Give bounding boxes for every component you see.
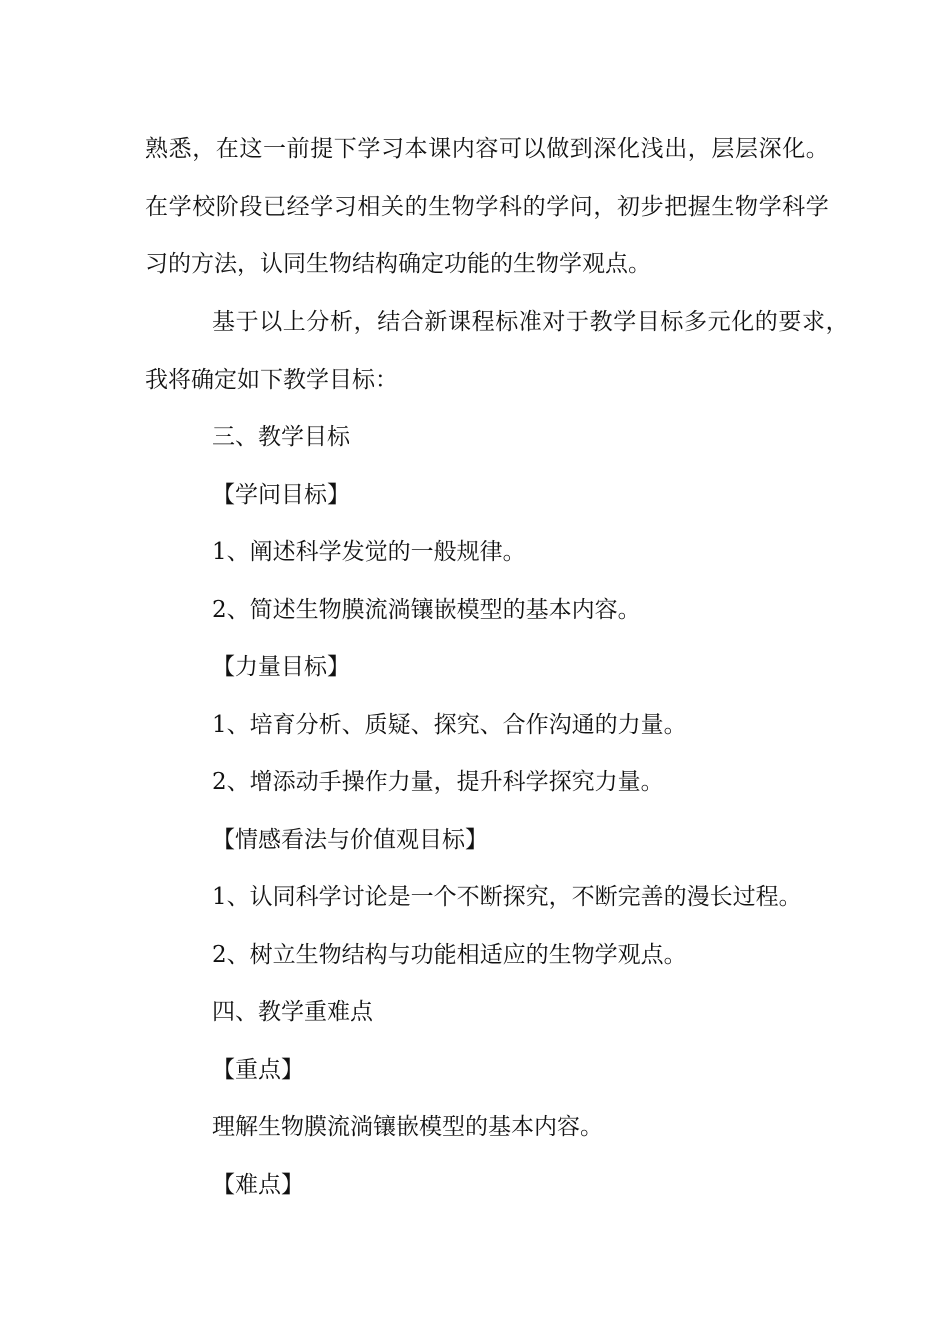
subheading-knowledge-goals: 【学问目标】	[212, 482, 350, 508]
subheading-difficult-point: 【难点】	[212, 1172, 304, 1198]
paragraph-line-4: 基于以上分析，结合新课程标准对于教学目标多元化的要求，	[212, 309, 850, 335]
subheading-key-point: 【重点】	[212, 1057, 304, 1083]
paragraph-line-2: 在学校阶段已经学习相关的生物学科的学问，初步把握生物学科学	[145, 194, 830, 220]
paragraph-line-1: 熟悉，在这一前提下学习本课内容可以做到深化浅出，层层深化。	[145, 136, 830, 162]
section-heading-objectives: 三、教学目标	[212, 424, 350, 450]
list-item-emotion-2: 2、树立生物结构与功能相适应的生物学观点。	[212, 942, 687, 968]
list-item-knowledge-1: 1、阐述科学发觉的一般规律。	[212, 539, 526, 565]
key-point-text: 理解生物膜流淌镶嵌模型的基本内容。	[212, 1114, 603, 1140]
list-item-knowledge-2: 2、简述生物膜流淌镶嵌模型的基本内容。	[212, 597, 641, 623]
subheading-emotion-goals: 【情感看法与价值观目标】	[212, 827, 488, 853]
section-heading-key-points: 四、教学重难点	[212, 999, 373, 1025]
list-item-emotion-1: 1、认同科学讨论是一个不断探究，不断完善的漫长过程。	[212, 884, 802, 910]
paragraph-line-5: 我将确定如下教学目标：	[145, 367, 398, 393]
subheading-ability-goals: 【力量目标】	[212, 654, 350, 680]
list-item-ability-2: 2、增添动手操作力量，提升科学探究力量。	[212, 769, 664, 795]
list-item-ability-1: 1、培育分析、质疑、探究、合作沟通的力量。	[212, 712, 687, 738]
paragraph-line-3: 习的方法，认同生物结构确定功能的生物学观点。	[145, 251, 651, 277]
